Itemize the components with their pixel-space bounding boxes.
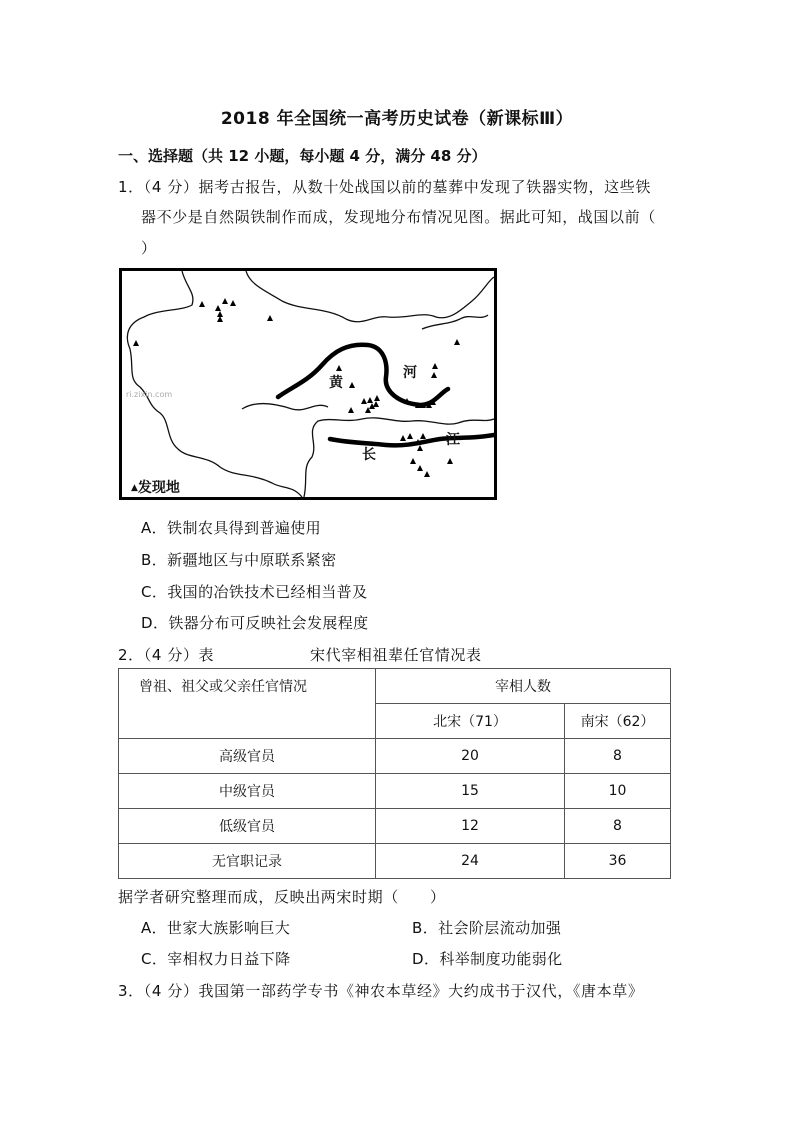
yangtze-river-label-2: 江	[446, 432, 460, 448]
section-heading: 一、选择题（共 12 小题，每小题 4 分，满分 48 分）	[118, 147, 487, 165]
q2-table	[118, 668, 671, 879]
map-legend	[131, 477, 180, 497]
q1-option-a[interactable]: A．铁制农具得到普遍使用	[141, 519, 322, 537]
q1-text-line1: 1．（4 分）据考古报告，从数十处战国以前的墓葬中发现了铁器实物，这些铁	[118, 178, 651, 196]
table-cell: 36	[565, 844, 671, 879]
page-title: 2018 年全国统一高考历史试卷（新课标Ⅲ）	[220, 109, 574, 129]
table-cell: 无官职记录	[119, 844, 376, 879]
table-row	[119, 739, 671, 774]
yellow-river-label-2: 河	[403, 365, 417, 381]
yellow-river-label-1: 黄	[329, 375, 343, 391]
q2-option-c[interactable]: C．宰相权力日益下降	[141, 950, 291, 968]
map-drawing	[122, 271, 494, 497]
table-col0-header: 曾祖、祖父或父亲任官情况	[119, 669, 376, 739]
table-cell: 24	[376, 844, 565, 879]
q2-intro: 2．（4 分）表	[118, 646, 215, 664]
legend-triangle-icon: ▲	[131, 483, 138, 493]
q1-text-line3: ）	[141, 239, 157, 257]
table-cell: 中级官员	[119, 774, 376, 809]
table-cell: 10	[565, 774, 671, 809]
q1-option-c[interactable]: C．我国的冶铁技术已经相当普及	[141, 583, 368, 601]
q2-table-title: 宋代宰相祖辈任官情况表	[310, 646, 482, 664]
table-cell: 高级官员	[119, 739, 376, 774]
table-subheader-north: 北宋（71）	[376, 704, 565, 739]
table-group-header: 宰相人数	[376, 669, 671, 704]
table-cell: 8	[565, 739, 671, 774]
table-cell: 20	[376, 739, 565, 774]
table-cell: 12	[376, 809, 565, 844]
table-cell: 8	[565, 809, 671, 844]
table-row	[119, 844, 671, 879]
q1-option-b[interactable]: B．新疆地区与中原联系紧密	[141, 551, 337, 569]
table-row	[119, 774, 671, 809]
table-cell: 低级官员	[119, 809, 376, 844]
table-cell: 15	[376, 774, 565, 809]
yangtze-river-label-1: 长	[362, 447, 376, 463]
legend-label: 发现地	[137, 480, 180, 496]
q2-option-b[interactable]: B．社会阶层流动加强	[412, 919, 562, 937]
table-subheader-south: 南宋（62）	[565, 704, 671, 739]
q2-after-text: 据学者研究整理而成，反映出两宋时期（ ）	[118, 888, 446, 906]
q1-text-line2: 器不少是自然陨铁制作而成，发现地分布情况见图。据此可知，战国以前（	[141, 208, 656, 226]
q1-option-d[interactable]: D．铁器分布可反映社会发展程度	[141, 614, 369, 632]
table-row	[119, 809, 671, 844]
map-figure	[119, 268, 497, 500]
q3-text-line1: 3．（4 分）我国第一部药学专书《神农本草经》大约成书于汉代，《唐本草》	[118, 982, 644, 1000]
q2-option-a[interactable]: A．世家大族影响巨大	[141, 919, 291, 937]
map-watermark: ri.zixin.com	[126, 390, 173, 399]
q2-option-d[interactable]: D．科举制度功能弱化	[412, 950, 563, 968]
